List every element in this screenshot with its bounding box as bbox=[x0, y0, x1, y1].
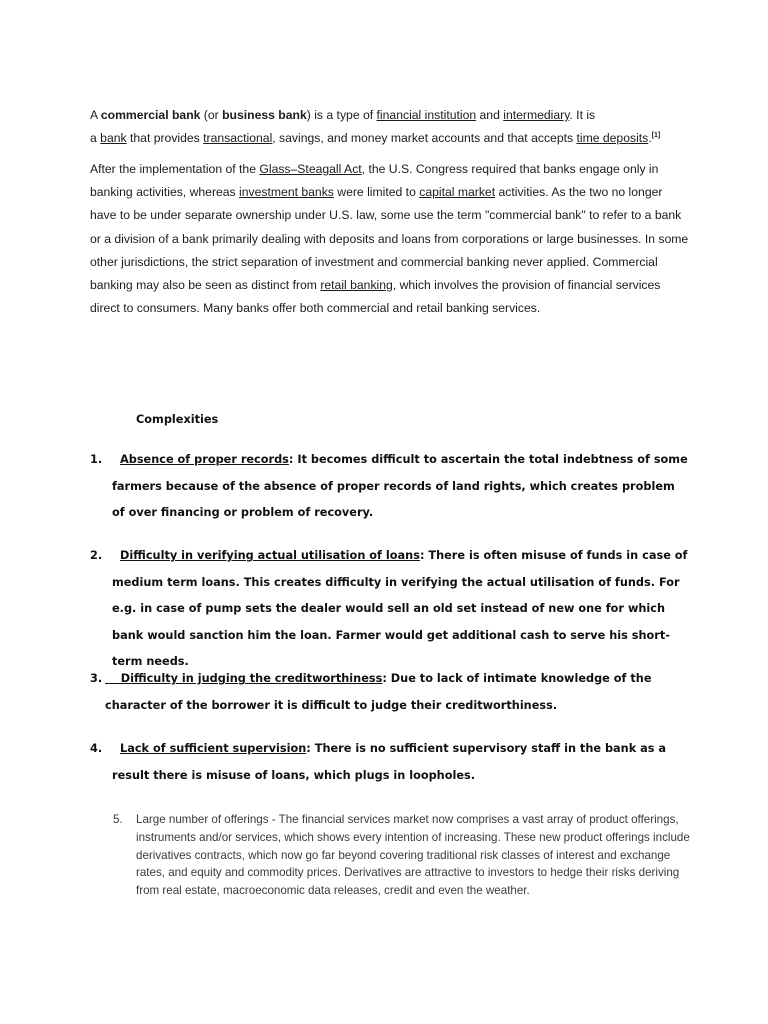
list-number: 2. bbox=[90, 549, 103, 562]
link-time-deposits[interactable]: time deposits bbox=[576, 131, 649, 146]
list-item bbox=[90, 447, 690, 527]
text-run: activities. As the two no longer have to be under separate ownership under U.S. law, some use the term "commercial bank" to refer to a bank or a division of a bank primarily dealing with deposits and loans from corporations or large businesses. In some other jurisdictions, the strict separation of investment and commercial banking never applied. Commercial banking may also be seen as distinct from bbox=[90, 185, 689, 293]
list-item bbox=[90, 543, 690, 676]
link-investment-banks[interactable]: investment banks bbox=[239, 185, 334, 200]
bold-term-business-bank: business bank bbox=[222, 108, 307, 122]
text-run: : bbox=[288, 453, 294, 466]
item-text: It becomes difficult to ascertain the total indebtness of some farmers because of the absence of proper records of land rights, which creates problem of over financing or problem of recovery. bbox=[112, 453, 688, 519]
item-text: Due to lack of intimate knowledge of the character of the borrower it is difficult to judge their creditworthiness. bbox=[105, 672, 652, 712]
reference-link[interactable]: [1] bbox=[651, 132, 661, 140]
text-run: , which involves the provision of financial services direct to consumers. Many banks offer both commercial and retail banking services. bbox=[90, 278, 661, 316]
text-run: After the implementation of the bbox=[90, 162, 260, 176]
intro-paragraph-1 bbox=[90, 104, 690, 150]
text-run: : bbox=[382, 672, 387, 685]
list-item bbox=[113, 811, 693, 900]
intro-paragraph-2 bbox=[90, 158, 690, 320]
text-run: that provides bbox=[126, 131, 204, 146]
text-run: , savings, and money market accounts and that accepts bbox=[272, 131, 577, 146]
text-run: . It is bbox=[569, 108, 596, 122]
text-run: A bbox=[90, 108, 101, 122]
link-retail-banking[interactable]: retail banking bbox=[320, 278, 393, 293]
text-run: were limited to bbox=[333, 185, 420, 200]
text-run: and bbox=[476, 108, 504, 122]
link-capital-market[interactable]: capital market bbox=[419, 185, 496, 200]
item-title: Absence of proper records bbox=[120, 453, 289, 466]
item-text: There is no sufficient supervisory staff in the bank as a result there is misuse of loans, which plugs in loopholes. bbox=[112, 742, 667, 782]
text-run: : bbox=[306, 742, 311, 755]
link-transactional[interactable]: transactional bbox=[203, 131, 273, 146]
text-run: . bbox=[648, 131, 652, 146]
item-title: Difficulty in judging the creditworthiness bbox=[105, 672, 383, 685]
link-financial-institution[interactable]: financial institution bbox=[376, 108, 477, 122]
item-text: Large number of offerings - The financial services market now comprises a vast array of product offerings, instruments and/or services, which shows every intention of increasing. These new product offerings include derivatives contracts, which now go far beyond covering traditional risk classes of interest and exchange rates, and equity and commodity prices. Derivatives are attractive to investors to hedge their risks deriving from real estate, macroeconomic data releases, credit and even the weather. bbox=[136, 813, 690, 898]
item-text: There is often misuse of funds in case of medium term loans. This creates difficulty in verifying the actual utilisation of funds. For e.g. in case of pump sets the dealer would sell an old set instead of new one for which bank would sanction him the loan. Farmer would get additional cash to serve his short- term needs. bbox=[112, 549, 688, 668]
list-number: 1. bbox=[90, 453, 103, 466]
list-item bbox=[90, 736, 690, 789]
list-number: 5. bbox=[113, 813, 123, 826]
link-glass-steagall-act[interactable]: Glass–Steagall Act bbox=[259, 162, 362, 176]
text-run: , the U.S. Congress required that banks engage only in banking activities, whereas bbox=[90, 162, 659, 200]
text-run: a bbox=[90, 131, 101, 146]
link-intermediary[interactable]: intermediary bbox=[503, 108, 570, 122]
bold-term-commercial-bank: commercial bank bbox=[100, 108, 201, 122]
list-number: 4. bbox=[90, 742, 103, 755]
item-title: Difficulty in verifying actual utilisation of loans bbox=[120, 549, 420, 562]
list-item bbox=[90, 666, 690, 719]
link-bank[interactable]: bank bbox=[100, 131, 127, 146]
section-heading-complexities: Complexities bbox=[136, 413, 219, 426]
text-run: (or bbox=[200, 108, 223, 122]
text-run: : bbox=[419, 549, 425, 562]
list-number: 3. bbox=[90, 672, 103, 685]
text-run: ) is a type of bbox=[306, 108, 377, 122]
item-title: Lack of sufficient supervision bbox=[120, 742, 307, 755]
